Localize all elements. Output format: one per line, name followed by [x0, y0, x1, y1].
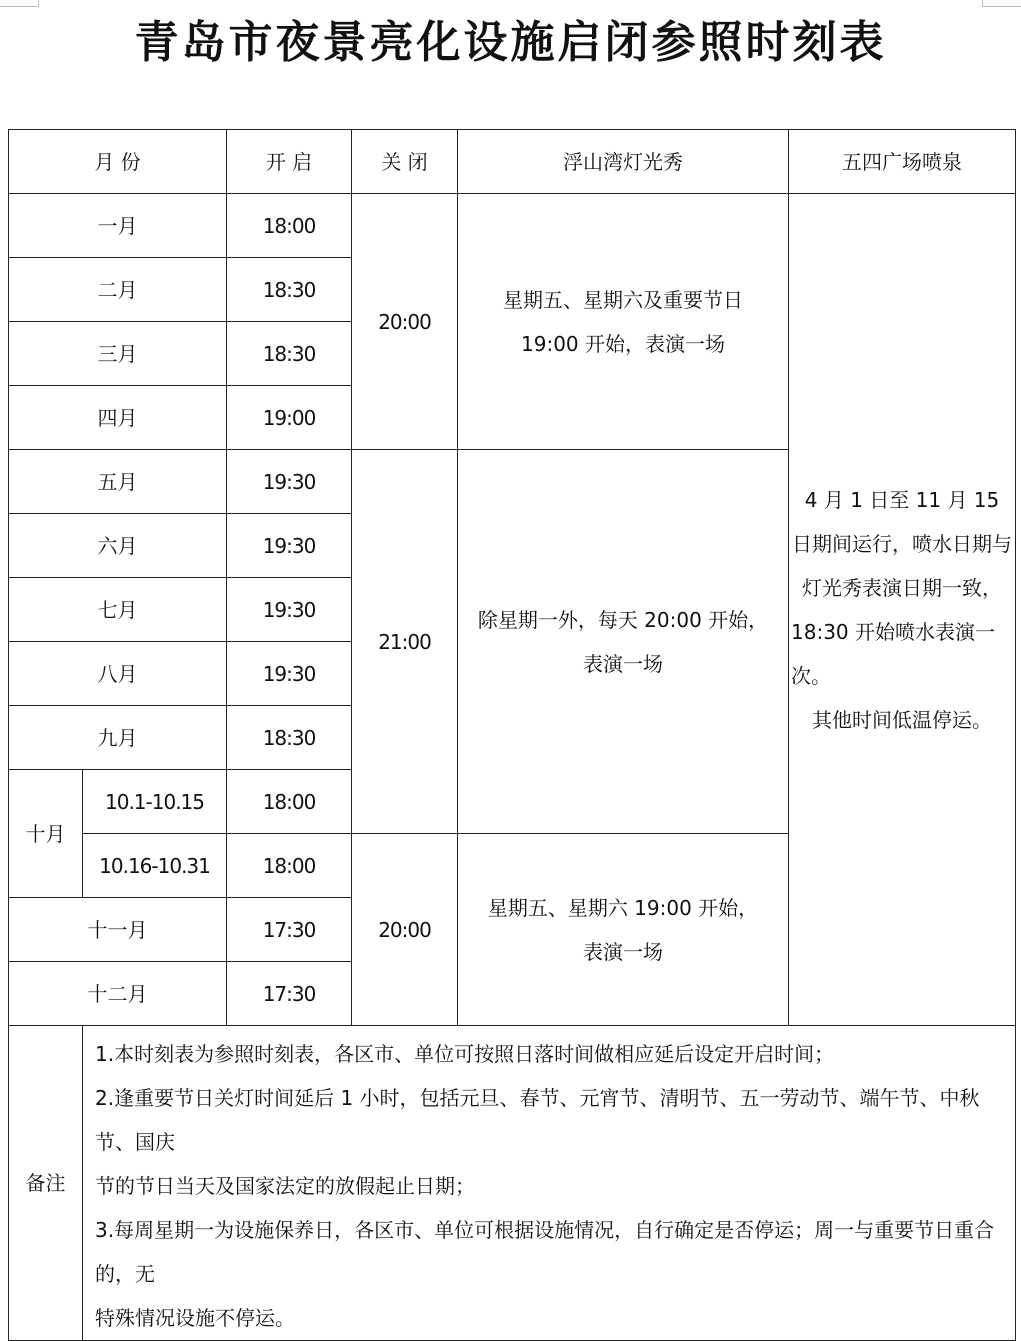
remark-line: 1.本时刻表为参照时刻表，各区市、单位可按照日落时间做相应延后设定开启时间；	[95, 1042, 835, 1066]
open-time-cell: 18:00	[227, 770, 352, 834]
open-time-cell: 19:30	[227, 578, 352, 642]
month-cell: 十一月	[9, 898, 227, 962]
month-cell: 二月	[9, 258, 227, 322]
light-show-note-line: 表演一场	[583, 651, 664, 676]
open-time-cell: 17:30	[227, 898, 352, 962]
month-cell: 十二月	[9, 962, 227, 1026]
remark-line: 特殊情况设施不停运。	[95, 1306, 295, 1330]
open-time-cell: 18:30	[227, 322, 352, 386]
schedule-table	[8, 129, 1016, 1341]
close-time-cell: 20:00	[352, 194, 458, 450]
month-cell-october: 十月	[9, 770, 83, 898]
month-cell: 八月	[9, 642, 227, 706]
open-time-cell: 18:00	[227, 194, 352, 258]
fountain-note-line: 日期间运行，喷水日期与	[792, 531, 1013, 556]
light-show-note-line: 19:00 开始，表演一场	[521, 331, 726, 356]
light-show-note	[458, 450, 789, 834]
open-time-cell: 18:30	[227, 706, 352, 770]
header-month: 月 份	[9, 130, 227, 194]
remarks-body	[83, 1026, 1016, 1341]
date-range-cell: 10.1-10.15	[83, 770, 227, 834]
open-time-cell: 19:30	[227, 450, 352, 514]
header-close: 关 闭	[352, 130, 458, 194]
close-time-cell: 20:00	[352, 834, 458, 1026]
remark-line: 3.每周星期一为设施保养日，各区市、单位可根据设施情况，自行确定是否停运；周一与重要节日重合的，无	[95, 1218, 995, 1286]
light-show-note-line: 星期五、星期六 19:00 开始，	[487, 895, 759, 920]
fountain-note-line: 4 月 1 日至 11 月 15	[804, 487, 1000, 512]
month-cell: 三月	[9, 322, 227, 386]
table-row	[9, 194, 1016, 258]
open-time-cell: 18:00	[227, 834, 352, 898]
light-show-note-line: 表演一场	[583, 939, 664, 964]
light-show-note	[458, 194, 789, 450]
remarks-row	[9, 1026, 1016, 1341]
light-show-note-line: 星期五、星期六及重要节日	[503, 287, 744, 312]
close-time-cell: 21:00	[352, 450, 458, 834]
open-time-cell: 19:30	[227, 514, 352, 578]
remark-line: 节的节日当天及国家法定的放假起止日期；	[95, 1174, 475, 1198]
open-time-cell: 19:30	[227, 642, 352, 706]
header-open: 开 启	[227, 130, 352, 194]
month-cell: 四月	[9, 386, 227, 450]
remark-line: 2.逢重要节日关灯时间延后 1 小时，包括元旦、春节、元宵节、清明节、五一劳动节、端午节、中秋节、国庆	[95, 1086, 980, 1154]
month-cell: 一月	[9, 194, 227, 258]
month-cell: 九月	[9, 706, 227, 770]
remarks-label: 备注	[9, 1026, 83, 1341]
month-cell: 七月	[9, 578, 227, 642]
header-row	[9, 130, 1016, 194]
fountain-note-line: 其他时间低温停运。	[812, 707, 993, 732]
fountain-note-line: 次。	[791, 663, 832, 688]
month-cell: 五月	[9, 450, 227, 514]
fountain-note-line: 18:30 开始喷水表演一	[791, 619, 996, 644]
light-show-note-line: 除星期一外，每天 20:00 开始，	[477, 607, 769, 632]
fountain-note-line: 灯光秀表演日期一致，	[802, 575, 1003, 600]
light-show-note	[458, 834, 789, 1026]
open-time-cell: 19:00	[227, 386, 352, 450]
page-title: 青岛市夜景亮化设施启闭参照时刻表	[134, 17, 887, 68]
date-range-cell: 10.16-10.31	[83, 834, 227, 898]
month-cell: 六月	[9, 514, 227, 578]
open-time-cell: 17:30	[227, 962, 352, 1026]
fountain-note	[789, 194, 1016, 1026]
header-fountain: 五四广场喷泉	[789, 130, 1016, 194]
open-time-cell: 18:30	[227, 258, 352, 322]
header-light-show: 浮山湾灯光秀	[458, 130, 789, 194]
